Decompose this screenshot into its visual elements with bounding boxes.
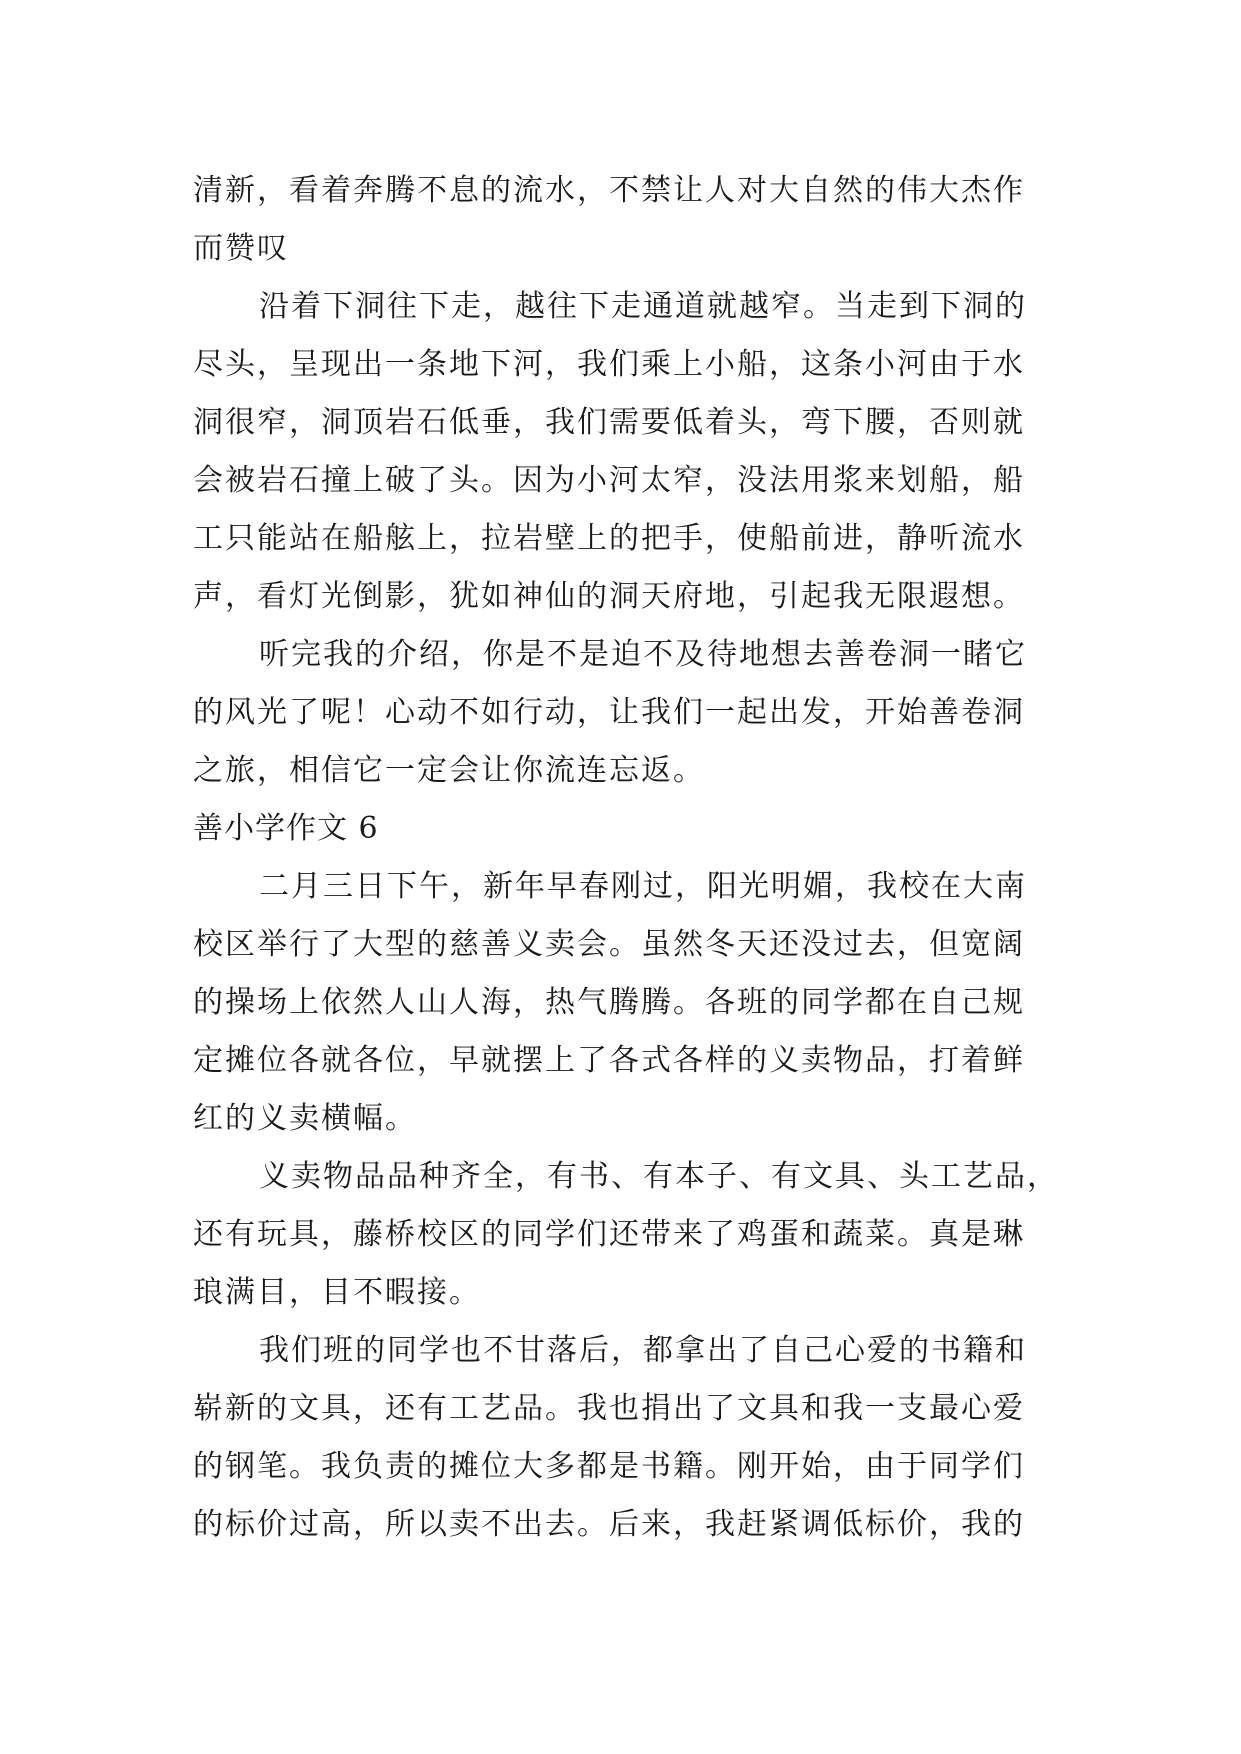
paragraph-line: 工只能站在船舷上，拉岩壁上的把手，使船前进，静听流水 (193, 521, 1025, 556)
paragraph-line: 尽头，呈现出一条地下河，我们乘上小船，这条小河由于水 (193, 347, 1025, 382)
paragraph-line: 听完我的介绍，你是不是迫不及待地想去善卷洞一睹它 (259, 637, 1027, 672)
paragraph-line: 义卖物品品种齐全，有书、有本子、有文具、头工艺品， (259, 1159, 1059, 1194)
section-heading (193, 800, 1073, 858)
paragraph-line: 定摊位各就各位，早就摆上了各式各样的义卖物品，打着鲜 (193, 1043, 1025, 1078)
paragraph-line: 二月三日下午，新年早春刚过，阳光明媚，我校在大南 (259, 869, 1027, 904)
paragraph-line: 崭新的文具，还有工艺品。我也捐出了文具和我一支最心爱 (193, 1391, 1025, 1426)
paragraph-line: 的标价过高，所以卖不出去。后来，我赶紧调低标价，我的 (193, 1507, 1025, 1542)
paragraph-line: 洞很窄，洞顶岩石低垂，我们需要低着头，弯下腰，否则就 (193, 405, 1025, 440)
paragraph-line: 我们班的同学也不甘落后，都拿出了自己心爱的书籍和 (259, 1333, 1027, 1368)
heading-text: 善小学作文 6 (193, 811, 379, 846)
paragraph-line: 的钢笔。我负责的摊位大多都是书籍。刚开始，由于同学们 (193, 1449, 1025, 1484)
paragraph (193, 162, 1073, 278)
paragraph (193, 1322, 1073, 1554)
paragraph-line: 声，看灯光倒影，犹如神仙的洞天府地，引起我无限遐想。 (193, 579, 1025, 614)
paragraph (193, 278, 1073, 626)
paragraph-line: 琅满目，目不暇接。 (193, 1275, 481, 1310)
paragraph-line: 还有玩具，藤桥校区的同学们还带来了鸡蛋和蔬菜。真是琳 (193, 1217, 1025, 1252)
paragraph-line: 的操场上依然人山人海，热气腾腾。各班的同学都在自己规 (193, 985, 1025, 1020)
document-body (193, 162, 1073, 1554)
paragraph-line: 的风光了呢！心动不如行动，让我们一起出发，开始善卷洞 (193, 695, 1025, 730)
paragraph-line: 会被岩石撞上破了头。因为小河太窄，没法用浆来划船，船 (193, 463, 1025, 498)
paragraph-line: 校区举行了大型的慈善义卖会。虽然冬天还没过去，但宽阔 (193, 927, 1025, 962)
paragraph (193, 626, 1073, 800)
paragraph-line: 红的义卖横幅。 (193, 1101, 417, 1136)
paragraph-line: 清新，看着奔腾不息的流水，不禁让人对大自然的伟大杰作 (193, 173, 1025, 208)
paragraph-line: 沿着下洞往下走，越往下走通道就越窄。当走到下洞的 (259, 289, 1027, 324)
paragraph (193, 858, 1073, 1148)
paragraph (193, 1148, 1073, 1322)
paragraph-line: 之旅，相信它一定会让你流连忘返。 (193, 753, 705, 788)
paragraph-line: 而赞叹 (193, 231, 289, 266)
